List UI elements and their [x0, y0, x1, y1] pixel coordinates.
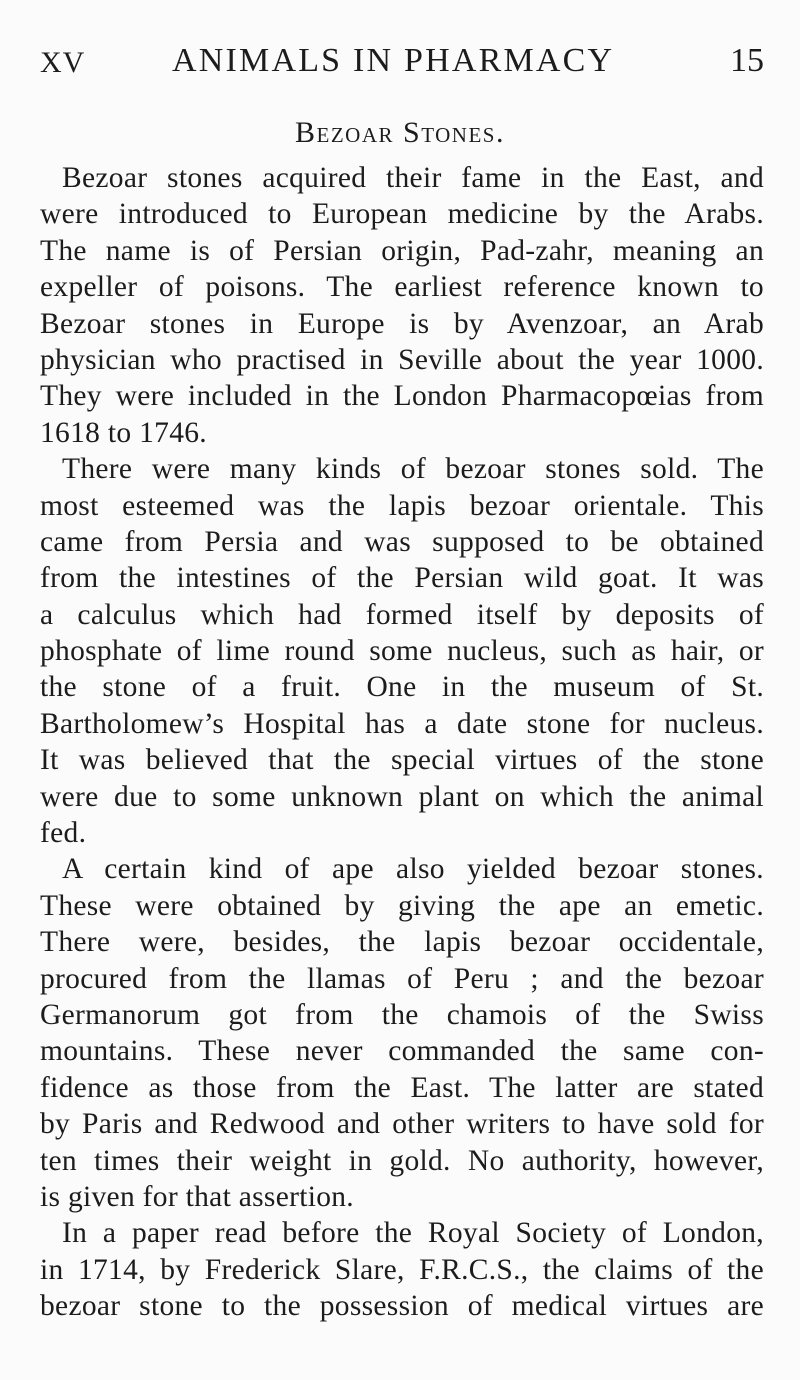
text-line: phosphate of lime round some nucleus, such as hair, or	[40, 635, 764, 668]
text-line: in 1714, by Frederick Slare, F.R.C.S., the claims of the	[40, 1253, 764, 1286]
text-line: were introduced to European medicine by the Arabs.	[40, 198, 764, 231]
text-line: is given for that assertion.	[40, 1180, 354, 1213]
text-line: by Paris and Redwood and other writers to have sold for	[40, 1108, 764, 1141]
text-line: from the intestines of the Persian wild goat. It was	[40, 562, 764, 595]
text-line: a calculus which had formed itself by deposits of	[40, 598, 764, 631]
section-title: Bezoar Stones.	[295, 116, 505, 149]
text-line: 1618 to 1746.	[40, 416, 207, 449]
text-line: most esteemed was the lapis bezoar orientale. This	[40, 489, 764, 522]
text-line: Germanorum got from the chamois of the Swiss	[40, 998, 764, 1031]
text-line: procured from the llamas of Peru ; and the bezoar	[40, 962, 764, 995]
running-head	[40, 42, 764, 78]
chapter-number: XV	[40, 46, 86, 79]
text-line: It was believed that the special virtues of the stone	[40, 744, 764, 777]
text-line: fed.	[40, 817, 87, 850]
text-line: came from Persia and was supposed to be obtained	[40, 525, 764, 558]
text-line: In a paper read before the Royal Society of London,	[62, 1217, 764, 1250]
text-line: the stone of a fruit. One in the museum of St.	[40, 671, 764, 704]
text-line: were due to some unknown plant on which the animal	[40, 780, 764, 813]
running-title: ANIMALS IN PHARMACY	[172, 42, 615, 79]
text-line: The name is of Persian origin, Pad-zahr, meaning an	[40, 234, 764, 267]
text-line: There were many kinds of bezoar stones sold. The	[62, 453, 764, 486]
text-line: They were included in the London Pharmacopœias from	[40, 380, 764, 413]
text-line: Bartholomew’s Hospital has a date stone for nucleus.	[40, 707, 764, 740]
text-line: Bezoar stones in Europe is by Avenzoar, an Arab	[40, 307, 764, 340]
text-line: expeller of poisons. The earliest reference known to	[40, 271, 764, 304]
text-line: mountains. These never commanded the same con-	[40, 1035, 764, 1068]
text-line: These were obtained by giving the ape an emetic.	[40, 889, 764, 922]
page-number: 15	[730, 42, 764, 79]
text-line: bezoar stone to the possession of medical virtues are	[40, 1290, 764, 1323]
text-line: There were, besides, the lapis bezoar occidentale,	[40, 926, 764, 959]
text-line: Bezoar stones acquired their fame in the East, and	[62, 162, 764, 194]
text-line: fidence as those from the East. The latter are stated	[40, 1071, 764, 1104]
text-line: A certain kind of ape also yielded bezoar stones.	[62, 853, 764, 886]
body-text	[40, 160, 764, 1325]
text-line: physician who practised in Seville about the year 1000.	[40, 343, 764, 376]
text-line: ten times their weight in gold. No authority, however,	[40, 1144, 764, 1177]
